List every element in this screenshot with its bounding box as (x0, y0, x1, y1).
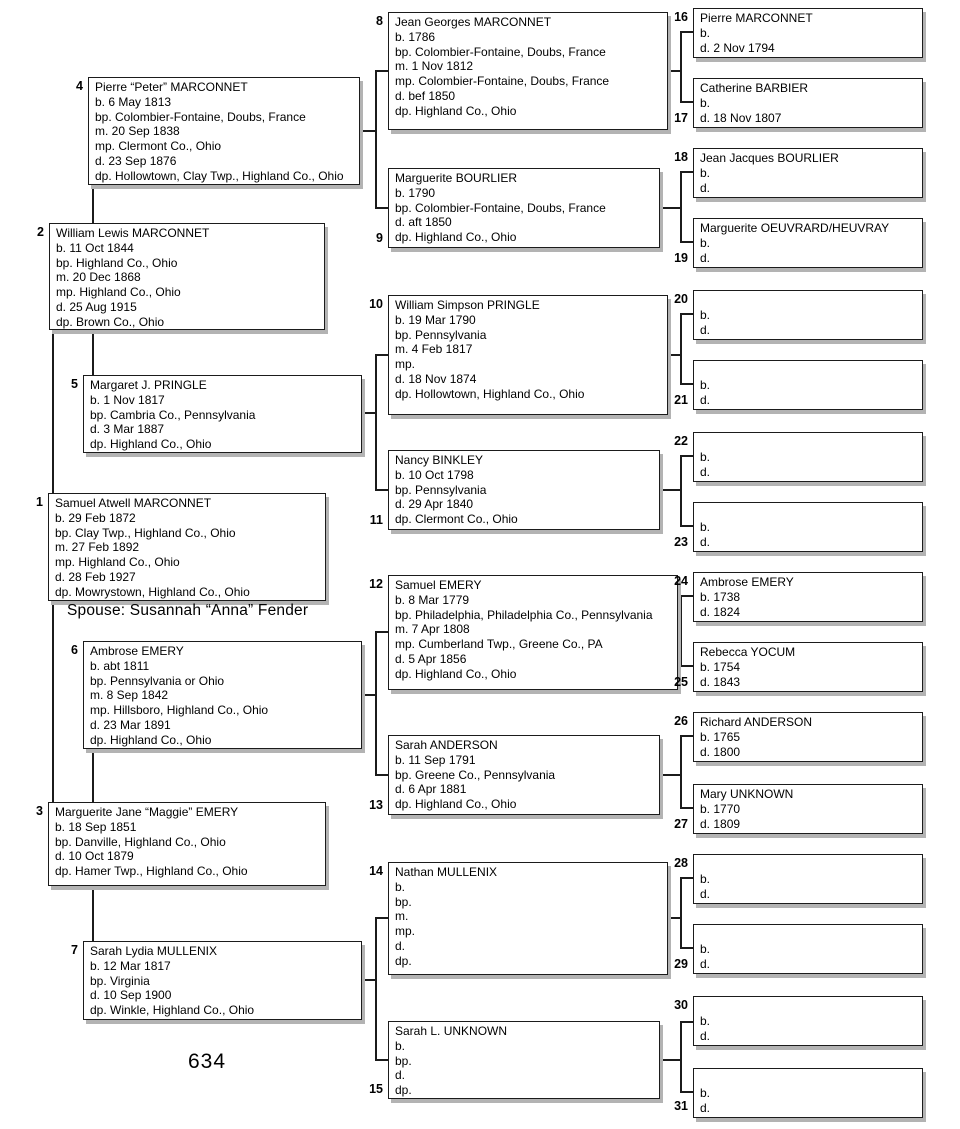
person-number: 24 (674, 574, 688, 588)
person-box-23 (693, 502, 923, 552)
detail-line: mp. Highland Co., Ohio (56, 285, 181, 300)
person-name: Rebecca YOCUM (700, 645, 796, 659)
detail-line: b. (700, 519, 711, 534)
person-number: 9 (376, 231, 383, 245)
person-name (700, 505, 918, 520)
detail-line: dp. Brown Co., Ohio (56, 314, 165, 329)
detail-line: b. 19 Mar 1790 (395, 312, 476, 327)
connector-line (375, 917, 377, 1061)
person-name (700, 927, 918, 942)
detail-line: d. (700, 464, 711, 479)
detail-line: bp. Pennsylvania (395, 482, 487, 497)
person-name: Pierre “Peter” MARCONNET (95, 80, 248, 94)
person-number: 30 (674, 998, 688, 1012)
detail-line: d. 2 Nov 1794 (700, 40, 775, 55)
connector-line (360, 130, 377, 132)
detail-line: b. 1738 (700, 589, 741, 604)
detail-line: d. 3 Mar 1887 (90, 422, 165, 437)
detail-line: d. 28 Feb 1927 (55, 569, 136, 584)
detail-line: mp. Hillsboro, Highland Co., Ohio (90, 703, 269, 718)
detail-line: d. (700, 1100, 711, 1115)
person-box-7 (83, 941, 362, 1020)
detail-line: b. (700, 941, 711, 956)
person-number: 3 (36, 804, 43, 818)
person-name: Samuel EMERY (395, 578, 482, 592)
detail-line: m. (395, 909, 409, 924)
connector-line (680, 1021, 682, 1093)
connector-line (362, 694, 377, 696)
person-box-13 (388, 735, 660, 815)
detail-line: mp. Colombier-Fontaine, Doubs, France (395, 74, 610, 89)
person-number: 15 (369, 1082, 383, 1096)
person-details (700, 590, 918, 620)
person-details (90, 959, 357, 1018)
detail-line: d. 5 Apr 1856 (395, 651, 467, 666)
person-box-5 (83, 375, 362, 453)
page-number: 634 (188, 1050, 227, 1073)
person-name: Marguerite OEUVRARD/HEUVRAY (700, 221, 890, 235)
detail-line: b. (395, 879, 406, 894)
detail-line: m. 20 Dec 1868 (56, 270, 141, 285)
detail-line: m. 27 Feb 1892 (55, 540, 140, 555)
detail-line: d. 6 Apr 1881 (395, 782, 467, 797)
detail-line: m. 8 Sep 1842 (90, 688, 169, 703)
person-details (700, 1086, 918, 1116)
detail-line: dp. Winkle, Highland Co., Ohio (90, 1003, 255, 1018)
detail-line: d. 1800 (700, 744, 741, 759)
person-details (700, 802, 918, 832)
person-details (700, 520, 918, 550)
connector-line (375, 631, 377, 776)
person-box-6 (83, 641, 362, 749)
person-box-16 (693, 8, 923, 58)
person-details (395, 30, 663, 119)
detail-line: mp. Cumberland Twp., Greene Co., PA (395, 637, 603, 652)
person-box-31 (693, 1068, 923, 1118)
person-details (700, 96, 918, 126)
connector-line (680, 101, 693, 103)
detail-line: dp. Highland Co., Ohio (90, 437, 212, 452)
person-details (395, 593, 673, 682)
connector-line (52, 601, 54, 802)
detail-line: b. 29 Feb 1872 (55, 510, 136, 525)
detail-line: d. (700, 392, 711, 407)
person-box-15 (388, 1021, 660, 1099)
detail-line: dp. Highland Co., Ohio (90, 732, 212, 747)
person-name: Richard ANDERSON (700, 715, 813, 729)
person-number: 19 (674, 251, 688, 265)
detail-line: bp. Cambria Co., Pennsylvania (90, 407, 256, 422)
detail-line: b. (700, 871, 711, 886)
person-name: Jean Jacques BOURLIER (700, 151, 839, 165)
person-number: 8 (376, 14, 383, 28)
connector-line (375, 774, 388, 776)
detail-line: b. 11 Sep 1791 (395, 752, 476, 767)
person-number: 31 (674, 1099, 688, 1113)
person-details (700, 378, 918, 408)
detail-line: dp. Clermont Co., Ohio (395, 512, 518, 527)
connector-line (680, 455, 682, 527)
detail-line: mp. Highland Co., Ohio (55, 555, 180, 570)
person-name: Samuel Atwell MARCONNET (55, 496, 212, 510)
detail-line: bp. Greene Co., Pennsylvania (395, 767, 556, 782)
detail-line: d. 18 Nov 1807 (700, 110, 782, 125)
person-number: 2 (37, 225, 44, 239)
person-name: Sarah Lydia MULLENIX (90, 944, 217, 958)
detail-line: d. 1809 (700, 816, 741, 831)
detail-line: dp. Highland Co., Ohio (395, 230, 517, 245)
person-name: Ambrose EMERY (90, 644, 184, 658)
person-details (700, 308, 918, 338)
connector-line (92, 749, 94, 802)
person-details (55, 820, 321, 879)
connector-line (680, 313, 682, 385)
detail-line: dp. Highland Co., Ohio (395, 103, 517, 118)
detail-line: m. 7 Apr 1808 (395, 622, 470, 637)
person-box-2 (49, 223, 325, 330)
person-name: Ambrose EMERY (700, 575, 794, 589)
detail-line: dp. (395, 953, 412, 968)
person-number: 21 (674, 393, 688, 407)
detail-line: d. (700, 322, 711, 337)
connector-line (92, 185, 94, 223)
person-box-21 (693, 360, 923, 410)
detail-line: b. (700, 449, 711, 464)
person-name: Pierre MARCONNET (700, 11, 813, 25)
detail-line: dp. Hollowtown, Clay Twp., Highland Co., Ohio (95, 168, 344, 183)
person-box-24 (693, 572, 923, 622)
person-name (700, 857, 918, 872)
person-number: 17 (674, 111, 688, 125)
person-details (56, 241, 320, 330)
person-box-10 (388, 295, 668, 415)
detail-line: bp. Philadelphia, Philadelphia Co., Pennsylvania (395, 607, 653, 622)
connector-line (680, 735, 682, 809)
person-name (700, 435, 918, 450)
detail-line: mp. Clermont Co., Ohio (95, 139, 222, 154)
detail-line: b. (700, 235, 711, 250)
detail-line: d. 10 Oct 1879 (55, 849, 134, 864)
person-box-4 (88, 77, 360, 185)
person-number: 28 (674, 856, 688, 870)
person-name: Marguerite Jane “Maggie” EMERY (55, 805, 239, 819)
detail-line: bp. Danville, Highland Co., Ohio (55, 834, 226, 849)
detail-line: bp. (395, 1053, 412, 1068)
detail-line: m. 20 Sep 1838 (95, 124, 180, 139)
person-number: 10 (369, 297, 383, 311)
connector-line (52, 330, 54, 493)
detail-line: b. 1 Nov 1817 (90, 392, 165, 407)
person-name: Mary UNKNOWN (700, 787, 794, 801)
person-number: 11 (369, 513, 383, 527)
person-details (395, 753, 655, 812)
person-details (55, 511, 321, 600)
detail-line: b. 18 Sep 1851 (55, 819, 137, 834)
person-box-8 (388, 12, 668, 130)
person-box-11 (388, 450, 660, 530)
detail-line: b. 1770 (700, 801, 741, 816)
connector-line (680, 1021, 693, 1023)
person-box-18 (693, 148, 923, 198)
connector-line (680, 241, 693, 243)
detail-line: b. 1754 (700, 659, 741, 674)
person-number: 6 (71, 643, 78, 657)
detail-line: dp. Highland Co., Ohio (395, 797, 517, 812)
person-box-28 (693, 854, 923, 904)
person-details (395, 1039, 655, 1098)
connector-line (362, 979, 377, 981)
person-number: 20 (674, 292, 688, 306)
person-details (90, 659, 357, 748)
detail-line: b. abt 1811 (90, 658, 150, 673)
connector-line (680, 455, 693, 457)
person-details (700, 660, 918, 690)
person-number: 1 (36, 495, 43, 509)
person-details (700, 872, 918, 902)
detail-line: d. (700, 956, 711, 971)
detail-line: b. (700, 95, 711, 110)
person-number: 7 (71, 943, 78, 957)
connector-line (680, 735, 693, 737)
person-box-25 (693, 642, 923, 692)
person-name: Nancy BINKLEY (395, 453, 484, 467)
detail-line: b. 8 Mar 1779 (395, 592, 470, 607)
person-name: Sarah ANDERSON (395, 738, 498, 752)
connector-line (680, 1091, 693, 1093)
connector-line (362, 412, 377, 414)
detail-line: d. (700, 1028, 711, 1043)
detail-line: b. 1790 (395, 185, 436, 200)
person-number: 12 (369, 577, 383, 591)
person-name: William Lewis MARCONNET (56, 226, 210, 240)
detail-line: bp. Virginia (90, 973, 150, 988)
connector-line (680, 383, 693, 385)
detail-line: b. 11 Oct 1844 (56, 240, 134, 255)
connector-line (680, 877, 693, 879)
detail-line: d. 23 Sep 1876 (95, 153, 177, 168)
person-box-3 (48, 802, 326, 886)
connector-line (680, 313, 693, 315)
detail-line: d. (700, 180, 711, 195)
connector-line (668, 70, 681, 72)
connector-line (375, 917, 388, 919)
connector-line (375, 207, 388, 209)
detail-line: b. 1765 (700, 729, 741, 744)
detail-line: d. (700, 534, 711, 549)
connector-line (668, 354, 681, 356)
detail-line: bp. Colombier-Fontaine, Doubs, France (395, 44, 606, 59)
person-number: 22 (674, 434, 688, 448)
person-box-1 (48, 493, 326, 601)
person-details (395, 468, 655, 527)
person-name (700, 1071, 918, 1086)
person-number: 5 (71, 377, 78, 391)
person-details (395, 186, 655, 245)
connector-line (668, 917, 681, 919)
person-name (700, 363, 918, 378)
person-box-30 (693, 996, 923, 1046)
person-box-22 (693, 432, 923, 482)
detail-line: d. 29 Apr 1840 (395, 497, 474, 512)
connector-line (680, 31, 682, 103)
connector-line (680, 665, 693, 667)
person-box-27 (693, 784, 923, 834)
connector-line (680, 877, 682, 949)
person-number: 23 (674, 535, 688, 549)
detail-line: d. 10 Sep 1900 (90, 988, 172, 1003)
person-number: 27 (674, 817, 688, 831)
detail-line: d. 1824 (700, 604, 741, 619)
person-details (700, 1014, 918, 1044)
detail-line: bp. Highland Co., Ohio (56, 255, 178, 270)
detail-line: b. (700, 307, 711, 322)
detail-line: bp. Colombier-Fontaine, Doubs, France (395, 200, 606, 215)
person-box-14 (388, 862, 668, 975)
person-name: William Simpson PRINGLE (395, 298, 540, 312)
person-details (700, 450, 918, 480)
connector-line (375, 354, 388, 356)
detail-line: d. bef 1850 (395, 88, 456, 103)
detail-line: b. 10 Oct 1798 (395, 467, 474, 482)
connector-line (680, 807, 693, 809)
detail-line: b. (700, 1085, 711, 1100)
detail-line: dp. Mowrystown, Highland Co., Ohio (55, 584, 250, 599)
person-details (700, 236, 918, 266)
detail-line: dp. Hamer Twp., Highland Co., Ohio (55, 864, 248, 879)
connector-line (375, 354, 377, 491)
detail-line: d. (700, 886, 711, 901)
person-number: 18 (674, 150, 688, 164)
person-box-20 (693, 290, 923, 340)
person-details (700, 730, 918, 760)
connector-line (375, 1059, 388, 1061)
person-number: 16 (674, 10, 688, 24)
person-details (395, 880, 663, 969)
person-box-12 (388, 575, 678, 690)
person-details (90, 393, 357, 452)
person-name: Jean Georges MARCONNET (395, 15, 552, 29)
person-details (700, 166, 918, 196)
connector-line (375, 70, 377, 209)
person-number: 25 (674, 675, 688, 689)
detail-line: bp. Colombier-Fontaine, Doubs, France (95, 109, 306, 124)
person-box-17 (693, 78, 923, 128)
connector-line (660, 1059, 681, 1061)
person-number: 13 (369, 798, 383, 812)
detail-line: bp. Clay Twp., Highland Co., Ohio (55, 525, 236, 540)
person-box-29 (693, 924, 923, 974)
connector-line (680, 595, 693, 597)
detail-line: mp. (395, 924, 416, 939)
person-number: 14 (369, 864, 383, 878)
detail-line: d. 1843 (700, 674, 741, 689)
person-name: Nathan MULLENIX (395, 865, 498, 879)
person-name: Sarah L. UNKNOWN (395, 1024, 508, 1038)
detail-line: bp. (395, 894, 412, 909)
detail-line: b. (395, 1038, 406, 1053)
person-number: 29 (674, 957, 688, 971)
connector-line (375, 631, 388, 633)
connector-line (92, 330, 94, 375)
person-box-19 (693, 218, 923, 268)
person-name: Marguerite BOURLIER (395, 171, 518, 185)
person-box-9 (388, 168, 660, 248)
detail-line: d. (700, 250, 711, 265)
person-name (700, 293, 918, 308)
detail-line: dp. (395, 1083, 412, 1098)
connector-line (660, 774, 681, 776)
person-number: 26 (674, 714, 688, 728)
detail-line: d. 25 Aug 1915 (56, 299, 137, 314)
person-box-26 (693, 712, 923, 762)
person-name: Catherine BARBIER (700, 81, 809, 95)
detail-line: d. 18 Nov 1874 (395, 371, 477, 386)
detail-line: bp. Pennsylvania (395, 327, 487, 342)
person-name (700, 999, 918, 1014)
person-details (395, 313, 663, 402)
detail-line: m. 1 Nov 1812 (395, 59, 474, 74)
detail-line: m. 4 Feb 1817 (395, 342, 473, 357)
detail-line: mp. (395, 357, 416, 372)
connector-line (680, 171, 693, 173)
detail-line: b. 1786 (395, 29, 436, 44)
detail-line: d. (395, 938, 406, 953)
detail-line: dp. Hollowtown, Highland Co., Ohio (395, 386, 585, 401)
person-number: 4 (76, 79, 83, 93)
person-details (700, 26, 918, 56)
detail-line: d. 23 Mar 1891 (90, 717, 171, 732)
connector-line (375, 70, 388, 72)
person-details (95, 95, 355, 184)
detail-line: bp. Pennsylvania or Ohio (90, 673, 225, 688)
connector-line (680, 525, 693, 527)
detail-line: b. 6 May 1813 (95, 94, 172, 109)
person-details (700, 942, 918, 972)
detail-line: b. (700, 1013, 711, 1028)
connector-line (92, 886, 94, 941)
detail-line: b. 12 Mar 1817 (90, 958, 171, 973)
spouse-line: Spouse: Susannah “Anna” Fender (67, 602, 309, 619)
connector-line (660, 207, 681, 209)
connector-line (660, 489, 681, 491)
detail-line: b. (700, 377, 711, 392)
detail-line: d. (395, 1068, 406, 1083)
connector-line (375, 489, 388, 491)
connector-line (680, 31, 693, 33)
detail-line: d. aft 1850 (395, 215, 452, 230)
detail-line: b. (700, 165, 711, 180)
person-name: Margaret J. PRINGLE (90, 378, 207, 392)
detail-line: b. (700, 25, 711, 40)
connector-line (680, 947, 693, 949)
detail-line: dp. Highland Co., Ohio (395, 666, 517, 681)
